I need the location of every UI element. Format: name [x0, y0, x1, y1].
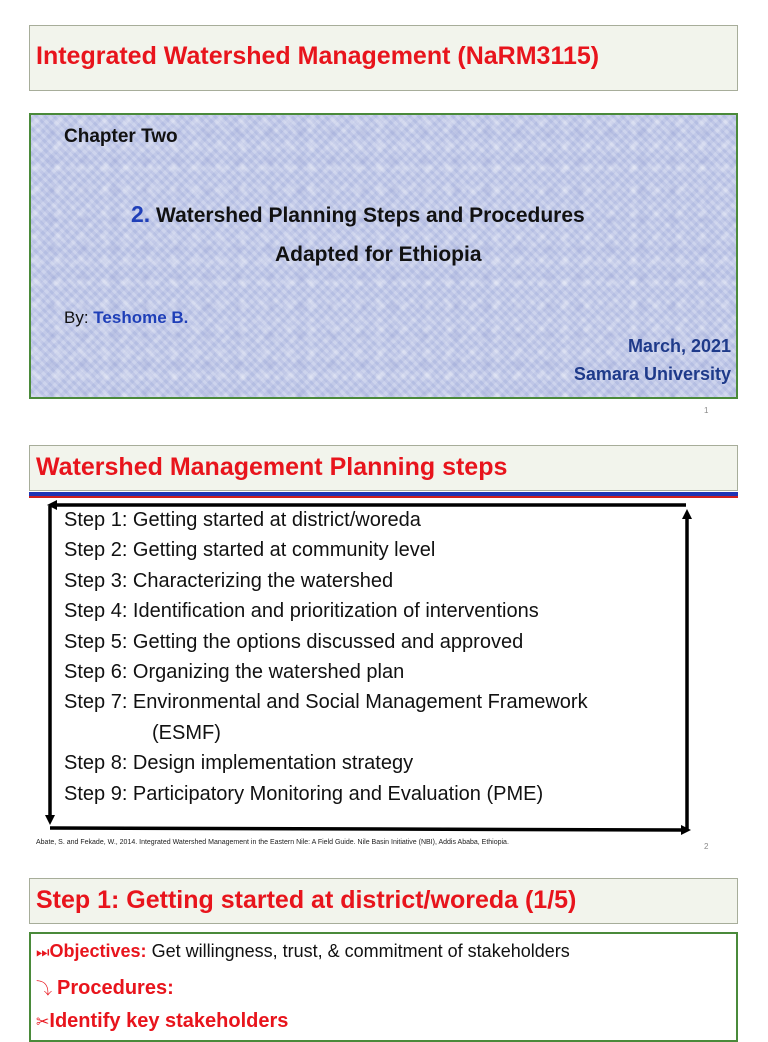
- slide2-page-number: 2: [704, 842, 709, 851]
- identify-line: [36, 1010, 288, 1033]
- heading-text-line1: Watershed Planning Steps and Procedures: [156, 204, 585, 227]
- slide2-citation: Abate, S. and Fekade, W., 2014. Integrated Watershed Management in the Eastern Nile: A Field Guide. Nile Basin Initiative (NBI), Addis Ababa, Ethiopia.: [36, 839, 509, 846]
- steps-list: [64, 505, 588, 809]
- identify-label: Identify key stakeholders: [49, 1010, 289, 1032]
- author-name: Teshome B.: [93, 308, 189, 327]
- step-item: Step 4: Identification and prioritization of interventions: [64, 600, 539, 623]
- step-item: Step 9: Participatory Monitoring and Evaluation (PME): [64, 782, 544, 805]
- step-item: Step 5: Getting the options discussed and approved: [64, 630, 524, 653]
- by-label: By:: [64, 308, 89, 327]
- objectives-text: Get willingness, trust, & commitment of stakeholders: [151, 941, 570, 961]
- slide1-title: Integrated Watershed Management (NaRM3115): [36, 42, 600, 70]
- slide1-page-number: 1: [704, 406, 709, 415]
- author-line: [64, 308, 188, 328]
- tools-icon: ✂: [36, 1014, 50, 1031]
- chapter-box: [29, 113, 738, 399]
- chapter-label: Chapter Two: [64, 126, 178, 147]
- objectives-line: [36, 941, 570, 962]
- procedures-label: Procedures:: [57, 977, 174, 999]
- slide3-content-box: [29, 932, 738, 1042]
- slide2-title-bar: [29, 445, 738, 491]
- institution-name: Samara University: [573, 364, 731, 384]
- step-item: Step 2: Getting started at community level: [64, 539, 436, 562]
- objectives-label: Objectives:: [49, 941, 147, 961]
- step-item: Step 8: Design implementation strategy: [64, 752, 414, 775]
- slide2-title: Watershed Management Planning steps: [36, 453, 508, 481]
- chapter-heading-line1: [131, 201, 585, 228]
- slide3-title: Step 1: Getting started at district/woreda (1/5): [36, 886, 577, 914]
- chapter-heading-line2: Adapted for Ethiopia: [275, 243, 482, 266]
- step-item: Step 6: Organizing the watershed plan: [64, 661, 405, 684]
- presentation-date: March, 2021: [627, 336, 731, 356]
- heading-number: 2.: [131, 201, 151, 227]
- step-item: Step 7: Environmental and Social Management Framework: [64, 691, 588, 714]
- fast-forward-icon: ⏭: [36, 944, 50, 961]
- slide1-title-bar: [29, 25, 738, 91]
- arrow-down-icon: ⤵: [36, 981, 53, 998]
- step-item: Step 3: Characterizing the watershed: [64, 569, 394, 592]
- step-item: Step 1: Getting started at district/woreda: [64, 509, 421, 531]
- procedures-line: [36, 976, 174, 1000]
- slide3-title-bar: [29, 878, 738, 924]
- step-item-continued: (ESMF): [152, 721, 221, 744]
